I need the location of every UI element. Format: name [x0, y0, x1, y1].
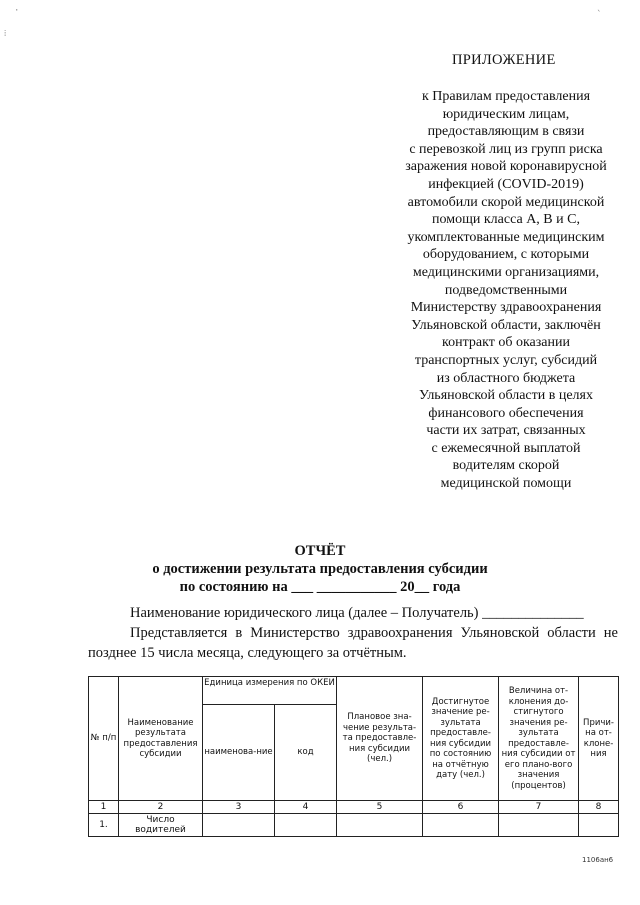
- header-planned: Плановое зна-чение результа-та предоставле-ния субсидии (чел.): [337, 677, 423, 801]
- rules-line: Ульяновской области, заключён: [411, 317, 601, 333]
- column-number: 4: [275, 801, 337, 814]
- rules-line: Ульяновской области в целях: [418, 388, 593, 404]
- scan-artifact-dot: ·: [14, 6, 20, 16]
- row-result-name: Число водителей: [119, 814, 203, 837]
- header-result-name: Наименование результата предоставления субсидии: [119, 677, 203, 801]
- report-table: [88, 676, 619, 837]
- row-unit-name: [203, 814, 275, 837]
- rules-line: помощи класса А, В и С,: [432, 212, 580, 228]
- header-unit-name: наименова-ние: [203, 705, 275, 801]
- rules-line: транспортных услуг, субсидий: [414, 352, 598, 368]
- row-achieved: [423, 814, 499, 837]
- table-header-row: [89, 677, 619, 705]
- row-planned: [337, 814, 423, 837]
- rules-line: медицинскими организациями,: [412, 264, 600, 280]
- column-number: 2: [119, 801, 203, 814]
- column-number: 3: [203, 801, 275, 814]
- header-deviation: Величина от-клонения до-стигнутого значения ре-зультата предоставле-ния субсидии от его плано-вого значения (процентов): [499, 677, 579, 801]
- header-num: № п/п: [89, 677, 119, 801]
- report-subtitle: о достижении результата предоставления субсидии: [152, 561, 488, 577]
- rules-line: водителям скорой: [452, 458, 560, 474]
- column-number: 7: [499, 801, 579, 814]
- header-unit-group: Единица измерения по ОКЕИ: [203, 677, 337, 705]
- recipient-paragraph: Наименование юридического лица (далее – Получатель) ______________: [130, 605, 584, 621]
- rules-line: части их затрат, связанных: [426, 423, 586, 439]
- rules-line: из областного бюджета: [436, 370, 576, 386]
- row-reasons: [579, 814, 619, 837]
- rules-line: к Правилам предоставления: [421, 89, 591, 104]
- table-row: [89, 814, 619, 837]
- rules-line: автомобили скорой медицинской: [407, 194, 605, 210]
- column-number: 5: [337, 801, 423, 814]
- report-date-line: по состоянию на ___ ___________ 20__ года: [179, 579, 461, 595]
- rules-line: медицинской помощи: [440, 476, 572, 492]
- scan-artifact-edge: ⁞: [4, 29, 7, 38]
- report-title: ОТЧЁТ: [294, 543, 346, 559]
- report-heading: [0, 542, 640, 596]
- header-unit-code: код: [275, 705, 337, 801]
- row-unit-code: [275, 814, 337, 837]
- rules-line: Министерству здравоохранения: [410, 300, 602, 316]
- scan-artifact-corner: ˎ: [596, 2, 602, 12]
- rules-line: контракт об оказании: [442, 335, 570, 351]
- column-number: 1: [89, 801, 119, 814]
- rules-line: инфекцией (COVID-2019): [428, 176, 584, 192]
- document-code: 1106ан6: [582, 856, 614, 864]
- rules-line: заражения новой коронавирусной: [405, 159, 607, 175]
- appendix-rules-block: [390, 88, 622, 493]
- column-number: 8: [579, 801, 619, 814]
- rules-line: укомплектованные медицинским: [407, 229, 605, 245]
- column-number-row: [89, 801, 619, 814]
- rules-line: подведомственными: [444, 282, 568, 298]
- row-deviation: [499, 814, 579, 837]
- submission-paragraph: Представляется в Министерство здравоохранения Ульяновской области не позднее 15 числа месяца, следующего за отчётным.: [88, 625, 618, 661]
- row-num: 1.: [89, 814, 119, 837]
- rules-line: с ежемесячной выплатой: [431, 440, 581, 456]
- header-achieved: Достигнутое значение ре-зультата предоставле-ния субсидии по состоянию на отчётную дату (чел.): [423, 677, 499, 801]
- header-reasons: Причи-на от-клоне-ния: [579, 677, 619, 801]
- rules-line: с перевозкой лиц из групп риска: [409, 141, 603, 157]
- rules-line: юридическим лицам,: [442, 106, 570, 122]
- rules-line: оборудованием, с которыми: [422, 247, 590, 263]
- rules-line: предоставляющим в связи: [427, 124, 585, 140]
- rules-line: финансового обеспечения: [428, 405, 584, 421]
- appendix-title: ПРИЛОЖЕНИЕ: [452, 52, 556, 68]
- column-number: 6: [423, 801, 499, 814]
